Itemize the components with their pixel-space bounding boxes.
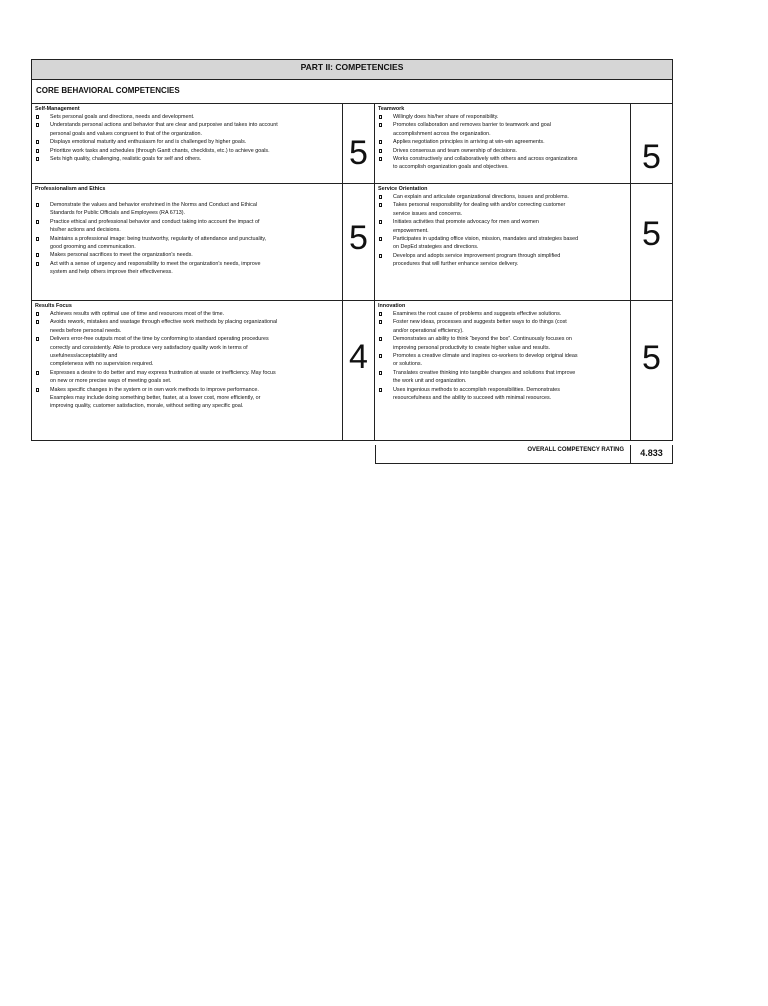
list-item: Standards for Public Officials and Employees (RA 6713). bbox=[50, 210, 186, 217]
list-item: Expresses a desire to do better and may express frustration at waste or inefficiency. May focus bbox=[35, 369, 339, 377]
service-orientation-rating: 5 bbox=[642, 215, 661, 253]
checkbox-icon bbox=[379, 123, 382, 127]
teamwork-list bbox=[378, 113, 627, 172]
checkbox-icon bbox=[36, 203, 39, 207]
list-item: Develops and adopts service improvement program through simplified bbox=[378, 252, 627, 260]
list-item: procedures that will further enhance service delivery. bbox=[393, 261, 519, 268]
teamwork-rating: 5 bbox=[642, 138, 661, 176]
teamwork-title: Teamwork bbox=[378, 106, 405, 112]
list-item: and/or operational efficiency). bbox=[393, 327, 464, 334]
list-item: accomplishment across the organization. bbox=[393, 130, 491, 137]
list-item: Examples may include doing something better, faster, at a lower cost, more efficiently, or bbox=[50, 395, 261, 402]
service-orientation-cell bbox=[375, 184, 630, 300]
checkbox-icon bbox=[36, 123, 39, 127]
innovation-title: Innovation bbox=[378, 303, 406, 309]
section-title: CORE BEHAVIORAL COMPETENCIES bbox=[31, 80, 673, 104]
list-item: Act with a sense of urgency and responsibility to meet the organization's needs, improve bbox=[35, 260, 339, 268]
list-item: Makes personal sacrifices to meet the organization's needs. bbox=[35, 251, 339, 259]
innovation-cell bbox=[375, 301, 630, 440]
list-item: completeness with no supervision required. bbox=[50, 361, 154, 368]
service-orientation-rating-cell bbox=[630, 184, 672, 300]
checkbox-icon bbox=[379, 312, 382, 316]
list-item: Examines the root cause of problems and suggests effective solutions. bbox=[378, 310, 627, 318]
list-item: correctly and consistently. Able to produce very satisfactory quality work in terms of bbox=[50, 344, 248, 351]
list-item: Initiates activities that promote advocacy for men and women bbox=[378, 218, 627, 226]
innovation-rating: 5 bbox=[642, 339, 661, 377]
list-item: Demonstrates an ability to think “beyond the box”. Continuously focuses on bbox=[378, 335, 627, 343]
checkbox-icon bbox=[36, 253, 39, 257]
self-management-list bbox=[35, 113, 339, 163]
list-item: improving quality, customer satisfaction, morale, without setting any specific goal. bbox=[50, 403, 244, 410]
checkbox-icon bbox=[379, 237, 382, 241]
list-item: Delivers error-free outputs most of the time by conforming to standard operating procedures bbox=[35, 335, 339, 343]
checkbox-icon bbox=[379, 115, 382, 119]
list-item: Promotes a creative climate and inspires co-workers to develop original ideas bbox=[378, 352, 627, 360]
innovation-list bbox=[378, 310, 627, 402]
checkbox-icon bbox=[36, 115, 39, 119]
overall-rating-value: 4.833 bbox=[630, 445, 672, 463]
checkbox-icon bbox=[379, 203, 382, 207]
checkbox-icon bbox=[379, 157, 382, 161]
list-item: service issues and concerns. bbox=[393, 210, 463, 217]
list-item: Can explain and articulate organizational directions, issues and problems. bbox=[378, 193, 627, 201]
competency-row-3 bbox=[32, 301, 672, 441]
checkbox-icon bbox=[379, 140, 382, 144]
list-item: Practice ethical and professional behavior and conduct taking into account the impact of bbox=[35, 218, 339, 226]
results-focus-cell bbox=[32, 301, 342, 440]
self-management-rating-cell bbox=[342, 104, 375, 183]
checkbox-icon bbox=[379, 371, 382, 375]
checkbox-icon bbox=[379, 388, 382, 392]
part-title: PART II: COMPETENCIES bbox=[31, 59, 673, 80]
self-management-rating: 5 bbox=[349, 134, 368, 172]
results-focus-rating-cell bbox=[342, 301, 375, 440]
professionalism-rating: 5 bbox=[349, 219, 368, 257]
list-item: improving personal productivity to create higher value and results. bbox=[393, 344, 551, 351]
checkbox-icon bbox=[379, 220, 382, 224]
list-item: Demonstrate the values and behavior enshrined in the Norms and Conduct and Ethical bbox=[35, 201, 339, 209]
professionalism-cell bbox=[32, 184, 342, 300]
list-item: Translates creative thinking into tangible changes and solutions that improve bbox=[378, 369, 627, 377]
checkbox-icon bbox=[379, 195, 382, 199]
checkbox-icon bbox=[36, 149, 39, 153]
list-item: Avoids rework, mistakes and wastage through effective work methods by placing organizational bbox=[35, 318, 339, 326]
list-item: Maintains a professional image: being trustworthy, regularity of attendance and punctuality, bbox=[35, 235, 339, 243]
checkbox-icon bbox=[36, 237, 39, 241]
self-management-title: Self-Management bbox=[35, 106, 80, 112]
list-item: needs before personal needs. bbox=[50, 327, 122, 334]
teamwork-cell bbox=[375, 104, 630, 183]
list-item: Promotes collaboration and removes barrier to teamwork and goal bbox=[378, 121, 627, 129]
list-item: his/her actions and decisions. bbox=[50, 227, 121, 234]
professionalism-rating-cell bbox=[342, 184, 375, 300]
results-focus-title: Results Focus bbox=[35, 303, 72, 309]
list-item: Prioritize work tasks and schedules (through Gantt chants, checklists, etc.) to achieve goals. bbox=[35, 147, 339, 155]
checkbox-icon bbox=[36, 371, 39, 375]
professionalism-list bbox=[35, 201, 339, 277]
competencies-form bbox=[31, 59, 673, 458]
checkbox-icon bbox=[36, 262, 39, 266]
professionalism-title: Professionalism and Ethics bbox=[35, 186, 106, 192]
list-item: Sets high quality, challenging, realistic goals for self and others. bbox=[35, 155, 339, 163]
list-item: system and help others improve their effectiveness. bbox=[50, 269, 173, 276]
checkbox-icon bbox=[36, 157, 39, 161]
list-item: usefulness/acceptability and bbox=[50, 353, 118, 360]
checkbox-icon bbox=[379, 149, 382, 153]
list-item: the work unit and organization. bbox=[393, 378, 467, 385]
list-item: Makes specific changes in the system or in own work methods to improve performance. bbox=[35, 386, 339, 394]
list-item: Achieves results with optimal use of time and resources most of the time. bbox=[35, 310, 339, 318]
teamwork-rating-cell bbox=[630, 104, 672, 183]
list-item: personal goals and values congruent to that of the organization. bbox=[50, 130, 202, 137]
list-item: Works constructively and collaboratively with others and across organizations bbox=[378, 155, 627, 163]
list-item: Foster new ideas, processes and suggests better ways to do things (cost bbox=[378, 318, 627, 326]
list-item: Drives consensus and team ownership of decisions. bbox=[378, 147, 627, 155]
list-item: Uses ingenious methods to accomplish responsibilities. Demonstrates bbox=[378, 386, 627, 394]
list-item: Applies negotiation principles in arriving at win-win agreements. bbox=[378, 138, 627, 146]
checkbox-icon bbox=[36, 337, 39, 341]
list-item: Participates in updating office vision, mission, mandates and strategies based bbox=[378, 235, 627, 243]
overall-rating-row bbox=[375, 445, 673, 464]
list-item: on new or more precise ways of meeting goals set. bbox=[50, 378, 172, 385]
competency-grid bbox=[31, 104, 673, 441]
results-focus-list bbox=[35, 310, 339, 411]
list-item: good grooming and communication. bbox=[50, 244, 136, 251]
list-item: Sets personal goals and directions, needs and development. bbox=[35, 113, 339, 121]
list-item: resourcefulness and the ability to succeed with minimal resources. bbox=[393, 395, 552, 402]
list-item: Understands personal actions and behavior that are clear and purposive and takes into account bbox=[35, 121, 339, 129]
list-item: on DepEd strategies and directions. bbox=[393, 244, 479, 251]
checkbox-icon bbox=[379, 337, 382, 341]
competency-row-2 bbox=[32, 184, 672, 301]
list-item: empowerment. bbox=[393, 227, 429, 234]
innovation-rating-cell bbox=[630, 301, 672, 440]
overall-rating-label: OVERALL COMPETENCY RATING bbox=[527, 447, 624, 453]
checkbox-icon bbox=[36, 220, 39, 224]
checkbox-icon bbox=[36, 388, 39, 392]
checkbox-icon bbox=[379, 354, 382, 358]
list-item: Willingly does his/her share of responsibility. bbox=[378, 113, 627, 121]
checkbox-icon bbox=[36, 312, 39, 316]
list-item: Takes personal responsibility for dealing with and/or correcting customer bbox=[378, 201, 627, 209]
checkbox-icon bbox=[379, 320, 382, 324]
list-item: Displays emotional maturity and enthusiasm for and is challenged by higher goals. bbox=[35, 138, 339, 146]
results-focus-rating: 4 bbox=[349, 338, 368, 376]
checkbox-icon bbox=[379, 254, 382, 258]
checkbox-icon bbox=[36, 140, 39, 144]
checkbox-icon bbox=[36, 320, 39, 324]
list-item: or solutions. bbox=[393, 361, 423, 368]
competency-row-1 bbox=[32, 104, 672, 184]
service-orientation-list bbox=[378, 193, 627, 269]
service-orientation-title: Service Orientation bbox=[378, 186, 428, 192]
self-management-cell bbox=[32, 104, 342, 183]
list-item: to accomplish organization goals and objectives. bbox=[393, 164, 509, 171]
